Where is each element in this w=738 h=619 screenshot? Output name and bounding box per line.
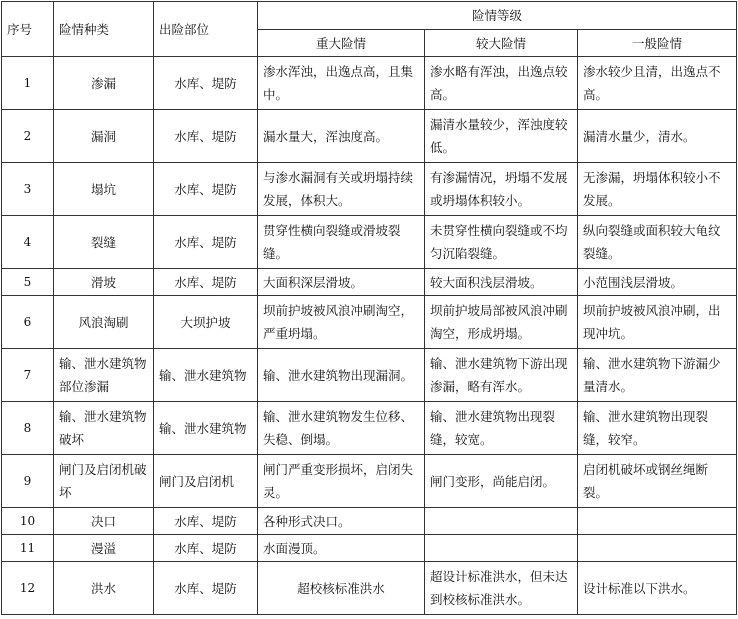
cell-no: 4 xyxy=(2,216,54,269)
cell-major: 坝前护坡被风浪冲刷淘空，严重坍塌。 xyxy=(258,296,425,349)
cell-location: 水库、堤防 xyxy=(154,57,258,110)
cell-major: 渗水浑浊，出逸点高，且集中。 xyxy=(258,57,425,110)
cell-general: 无渗漏，坍塌体积较小不发展。 xyxy=(578,163,737,216)
table-row xyxy=(2,349,737,402)
cell-major: 大面积深层滑坡。 xyxy=(258,269,425,296)
cell-location: 水库、堤防 xyxy=(154,508,258,535)
cell-general: 坝前护坡被风浪冲刷，出现冲坑。 xyxy=(578,296,737,349)
cell-major: 各种形式决口。 xyxy=(258,508,425,535)
cell-larger: 超设计标准洪水，但未达到校核标准洪水。 xyxy=(425,562,578,615)
cell-location: 水库、堤防 xyxy=(154,216,258,269)
cell-no: 2 xyxy=(2,110,54,163)
cell-location: 水库、堤防 xyxy=(154,163,258,216)
cell-no: 12 xyxy=(2,562,54,615)
cell-major: 漏水量大，浑浊度高。 xyxy=(258,110,425,163)
cell-location: 水库、堤防 xyxy=(154,535,258,562)
cell-larger: 坝前护坡局部被风浪冲刷淘空，形成坍塌。 xyxy=(425,296,578,349)
cell-type: 决口 xyxy=(54,508,154,535)
cell-general: 启闭机破坏或钢丝绳断裂。 xyxy=(578,455,737,508)
cell-location: 大坝护坡 xyxy=(154,296,258,349)
cell-type: 风浪淘刷 xyxy=(54,296,154,349)
cell-major: 贯穿性横向裂缝或滑坡裂缝。 xyxy=(258,216,425,269)
cell-larger: 输、泄水建筑物出现裂缝，较宽。 xyxy=(425,402,578,455)
header-seq: 序号 xyxy=(2,2,54,57)
cell-general: 设计标准以下洪水。 xyxy=(578,562,737,615)
cell-no: 10 xyxy=(2,508,54,535)
header-larger: 较大险情 xyxy=(425,30,578,57)
cell-location: 闸门及启闭机 xyxy=(154,455,258,508)
cell-major: 水面漫顶。 xyxy=(258,535,425,562)
cell-type: 渗漏 xyxy=(54,57,154,110)
table-row xyxy=(2,402,737,455)
cell-type: 闸门及启闭机破坏 xyxy=(54,455,154,508)
cell-type: 滑坡 xyxy=(54,269,154,296)
header-grade: 险情等级 xyxy=(258,2,737,30)
cell-larger: 闸门变形，尚能启闭。 xyxy=(425,455,578,508)
cell-no: 1 xyxy=(2,57,54,110)
table-row xyxy=(2,269,737,296)
table-row xyxy=(2,535,737,562)
cell-general xyxy=(578,535,737,562)
cell-type: 输、泄水建筑物部位渗漏 xyxy=(54,349,154,402)
cell-location: 输、泄水建筑物 xyxy=(154,349,258,402)
cell-major: 输、泄水建筑物发生位移、失稳、倒塌。 xyxy=(258,402,425,455)
cell-location: 输、泄水建筑物 xyxy=(154,402,258,455)
cell-larger xyxy=(425,535,578,562)
cell-larger: 未贯穿性横向裂缝或不均匀沉陷裂缝。 xyxy=(425,216,578,269)
risk-classification-table xyxy=(1,1,737,615)
cell-no: 6 xyxy=(2,296,54,349)
cell-general xyxy=(578,508,737,535)
cell-location: 水库、堤防 xyxy=(154,110,258,163)
cell-no: 9 xyxy=(2,455,54,508)
cell-larger: 渗水略有浑浊，出逸点较高。 xyxy=(425,57,578,110)
cell-type: 塌坑 xyxy=(54,163,154,216)
cell-larger: 漏清水量较少，浑浊度较低。 xyxy=(425,110,578,163)
header-major: 重大险情 xyxy=(258,30,425,57)
cell-no: 3 xyxy=(2,163,54,216)
cell-no: 7 xyxy=(2,349,54,402)
cell-type: 洪水 xyxy=(54,562,154,615)
cell-location: 水库、堤防 xyxy=(154,562,258,615)
header-type: 险情种类 xyxy=(54,2,154,57)
cell-type: 漏洞 xyxy=(54,110,154,163)
cell-major: 输、泄水建筑物出现漏洞。 xyxy=(258,349,425,402)
cell-location: 水库、堤防 xyxy=(154,269,258,296)
cell-type: 漫溢 xyxy=(54,535,154,562)
cell-larger: 较大面积浅层滑坡。 xyxy=(425,269,578,296)
table-row xyxy=(2,216,737,269)
cell-no: 11 xyxy=(2,535,54,562)
cell-general: 输、泄水建筑物下游漏少量清水。 xyxy=(578,349,737,402)
header-location: 出险部位 xyxy=(154,2,258,57)
cell-major: 闸门严重变形损坏，启闭失灵。 xyxy=(258,455,425,508)
cell-larger: 有渗漏情况，坍塌不发展或坍塌体积较小。 xyxy=(425,163,578,216)
cell-major: 与渗水漏洞有关或坍塌持续发展，体积大。 xyxy=(258,163,425,216)
cell-larger xyxy=(425,508,578,535)
cell-type: 裂缝 xyxy=(54,216,154,269)
table-row xyxy=(2,110,737,163)
cell-type: 输、泄水建筑物破坏 xyxy=(54,402,154,455)
table-row xyxy=(2,57,737,110)
table-row xyxy=(2,455,737,508)
cell-general: 输、泄水建筑物出现裂缝，较窄。 xyxy=(578,402,737,455)
table-row xyxy=(2,562,737,615)
cell-no: 8 xyxy=(2,402,54,455)
table-row xyxy=(2,508,737,535)
cell-general: 渗水较少且清，出逸点不高。 xyxy=(578,57,737,110)
table-row xyxy=(2,296,737,349)
cell-general: 小范围浅层滑坡。 xyxy=(578,269,737,296)
cell-general: 纵向裂缝或面积较大龟纹裂缝。 xyxy=(578,216,737,269)
table-row xyxy=(2,163,737,216)
cell-no: 5 xyxy=(2,269,54,296)
cell-general: 漏清水量少，清水。 xyxy=(578,110,737,163)
header-general: 一般险情 xyxy=(578,30,737,57)
cell-larger: 输、泄水建筑物下游出现渗漏，略有浑水。 xyxy=(425,349,578,402)
cell-major: 超校核标准洪水 xyxy=(258,562,425,615)
